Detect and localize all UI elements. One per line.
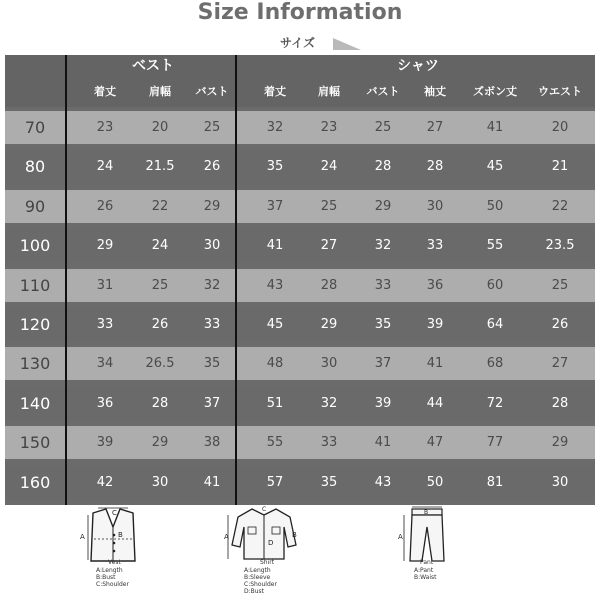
table-cell: 30	[426, 199, 444, 214]
size-label: 100	[19, 236, 51, 255]
column-header: 着丈	[264, 85, 286, 98]
table-row	[5, 111, 595, 144]
vest-icon	[78, 505, 148, 565]
table-cell: 26	[551, 317, 569, 332]
table-cell: 32	[203, 278, 221, 293]
column-header: 肩幅	[149, 85, 171, 98]
table-cell: 31	[96, 278, 114, 293]
table-cell: 28	[320, 278, 338, 293]
table-cell: 33	[203, 317, 221, 332]
shirt-legend	[244, 567, 277, 595]
table-cell: 41	[374, 435, 392, 450]
table-cell: 43	[266, 278, 284, 293]
table-cell: 25	[374, 120, 392, 135]
divider-mid	[235, 55, 237, 505]
vest-legend-item: B:Bust	[96, 574, 116, 581]
table-cell: 20	[151, 120, 169, 135]
size-tag: サイズ	[280, 36, 316, 50]
pant-legend-item: A:Pant	[414, 567, 434, 574]
table-cell: 29	[374, 199, 392, 214]
table-cell: 29	[551, 435, 569, 450]
pant-figure	[398, 505, 478, 595]
table-cell: 29	[203, 199, 221, 214]
size-label: 70	[24, 118, 46, 137]
table-cell: 36	[96, 396, 114, 411]
table-cell: 51	[266, 396, 284, 411]
size-label: 150	[19, 433, 51, 452]
table-cell: 41	[266, 238, 284, 253]
table-row	[5, 426, 595, 459]
shirt-figure	[224, 505, 314, 600]
svg-text:D: D	[268, 539, 274, 547]
table-row	[5, 150, 595, 183]
table-cell: 28	[551, 396, 569, 411]
table-cell: 36	[426, 278, 444, 293]
svg-text:B: B	[118, 531, 123, 539]
pant-icon	[398, 505, 458, 565]
table-cell: 26	[203, 159, 221, 174]
column-header: 肩幅	[318, 85, 340, 98]
table-cell: 26.5	[145, 356, 175, 371]
vest-legend-item: C:Shoulder	[96, 581, 129, 588]
table-cell: 23	[96, 120, 114, 135]
group-vest: ベスト	[132, 58, 174, 74]
size-label: 140	[19, 394, 51, 413]
page-title: Size Information	[197, 0, 403, 25]
table-cell: 28	[426, 159, 444, 174]
table-cell: 41	[203, 475, 221, 490]
svg-text:B: B	[424, 509, 429, 516]
column-header: 着丈	[94, 85, 116, 98]
svg-text:C: C	[112, 509, 117, 517]
table-cell: 72	[486, 396, 504, 411]
table-cell: 33	[426, 238, 444, 253]
table-cell: 39	[426, 317, 444, 332]
table-cell: 29	[320, 317, 338, 332]
table-cell: 29	[96, 238, 114, 253]
table-cell: 23	[320, 120, 338, 135]
svg-text:C: C	[262, 506, 267, 513]
pant-legend-item: B:Waist	[414, 574, 437, 581]
table-cell: 50	[426, 475, 444, 490]
table-row	[5, 229, 595, 262]
table-cell: 30	[151, 475, 169, 490]
table-cell: 32	[320, 396, 338, 411]
table-cell: 45	[486, 159, 504, 174]
table-cell: 68	[486, 356, 504, 371]
table-cell: 30	[320, 356, 338, 371]
table-cell: 33	[374, 278, 392, 293]
table-cell: 55	[486, 238, 504, 253]
table-cell: 39	[96, 435, 114, 450]
table-cell: 45	[266, 317, 284, 332]
table-cell: 29	[151, 435, 169, 450]
svg-text:A: A	[224, 533, 229, 541]
vest-legend-item: A:Length	[96, 567, 123, 574]
table-cell: 34	[96, 356, 114, 371]
size-label: 120	[19, 315, 51, 334]
table-cell: 27	[426, 120, 444, 135]
table-cell: 22	[551, 199, 569, 214]
table-cell: 35	[320, 475, 338, 490]
table-cell: 22	[151, 199, 169, 214]
size-label: 90	[24, 197, 46, 216]
table-cell: 28	[374, 159, 392, 174]
table-cell: 41	[426, 356, 444, 371]
table-cell: 27	[551, 356, 569, 371]
shirt-legend-item: B:Sleeve	[244, 574, 271, 581]
table-cell: 44	[426, 396, 444, 411]
table-cell: 43	[374, 475, 392, 490]
table-row	[5, 466, 595, 499]
group-shirt: シャツ	[397, 58, 439, 74]
table-row	[5, 308, 595, 341]
table-cell: 55	[266, 435, 284, 450]
table-cell: 24	[320, 159, 338, 174]
table-cell: 50	[486, 199, 504, 214]
table-cell: 26	[96, 199, 114, 214]
table-cell: 39	[374, 396, 392, 411]
pant-name: Pant	[420, 559, 434, 566]
table-cell: 35	[266, 159, 284, 174]
shirt-name: Shirt	[260, 559, 275, 566]
table-cell: 25	[203, 120, 221, 135]
table-cell: 26	[151, 317, 169, 332]
table-header	[5, 55, 595, 107]
table-cell: 48	[266, 356, 284, 371]
table-cell: 25	[151, 278, 169, 293]
column-header: バスト	[366, 85, 400, 98]
size-table	[5, 55, 595, 505]
table-cell: 30	[203, 238, 221, 253]
table-cell: 37	[203, 396, 221, 411]
table-cell: 25	[320, 199, 338, 214]
table-cell: 24	[96, 159, 114, 174]
table-cell: 25	[551, 278, 569, 293]
svg-text:A: A	[398, 533, 403, 541]
table-row	[5, 347, 595, 380]
table-cell: 60	[486, 278, 504, 293]
table-cell: 28	[151, 396, 169, 411]
column-header: 袖丈	[424, 85, 446, 98]
table-cell: 47	[426, 435, 444, 450]
table-cell: 35	[203, 356, 221, 371]
divider-left	[65, 55, 67, 505]
column-header: ウエスト	[538, 85, 582, 98]
table-row	[5, 387, 595, 420]
table-cell: 57	[266, 475, 284, 490]
table-cell: 21	[551, 159, 569, 174]
table-cell: 37	[374, 356, 392, 371]
table-cell: 64	[486, 317, 504, 332]
table-cell: 32	[266, 120, 284, 135]
size-label: 160	[19, 473, 51, 492]
size-label: 110	[19, 276, 51, 295]
table-cell: 41	[486, 120, 504, 135]
table-cell: 33	[320, 435, 338, 450]
column-header: ズボン丈	[473, 85, 517, 98]
table-cell: 35	[374, 317, 392, 332]
table-cell: 24	[151, 238, 169, 253]
vest-name: Vest	[108, 559, 121, 566]
shirt-legend-item: C:Shoulder	[244, 581, 277, 588]
table-cell: 21.5	[145, 159, 175, 174]
shirt-legend-item: D:Bust	[244, 588, 265, 595]
table-cell: 27	[320, 238, 338, 253]
table-cell: 33	[96, 317, 114, 332]
vest-figure	[78, 505, 168, 595]
table-cell: 23.5	[545, 238, 575, 253]
shirt-legend-item: A:Length	[244, 567, 271, 574]
shirt-icon	[224, 505, 304, 561]
table-cell: 77	[486, 435, 504, 450]
column-header: バスト	[195, 85, 229, 98]
table-cell: 30	[551, 475, 569, 490]
table-cell: 38	[203, 435, 221, 450]
table-cell: 20	[551, 120, 569, 135]
size-label: 130	[19, 354, 51, 373]
size-label: 80	[24, 157, 46, 176]
table-cell: 37	[266, 199, 284, 214]
table-row	[5, 269, 595, 302]
table-cell: 81	[486, 475, 504, 490]
svg-text:B: B	[292, 531, 297, 539]
svg-text:A: A	[80, 533, 85, 541]
table-cell: 32	[374, 238, 392, 253]
vest-legend	[96, 567, 129, 588]
table-row	[5, 190, 595, 223]
pant-legend	[414, 567, 437, 581]
size-arrow-icon	[333, 38, 361, 50]
table-cell: 42	[96, 475, 114, 490]
